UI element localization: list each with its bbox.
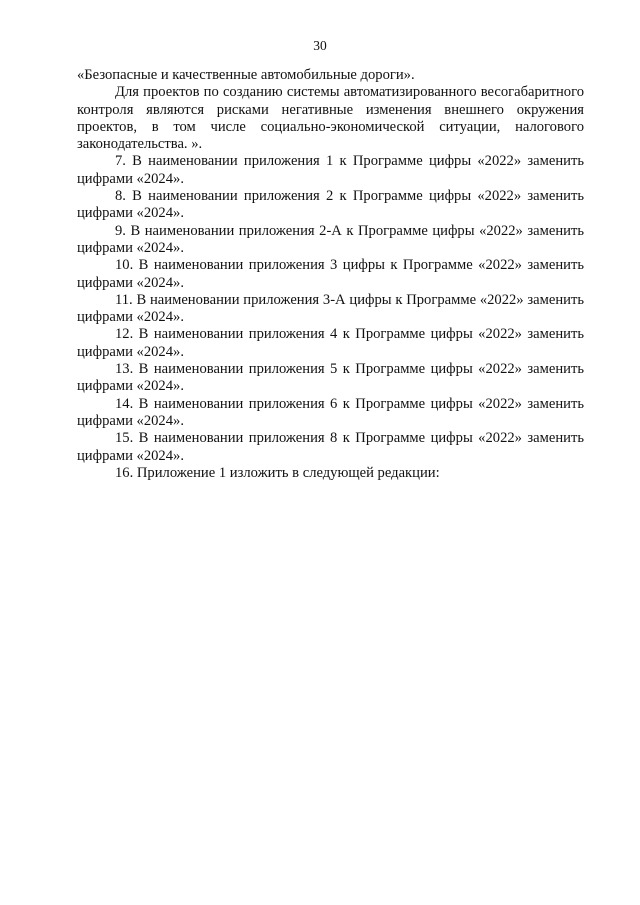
page-number: 30 <box>313 38 327 53</box>
paragraph-4: 9. В наименовании приложения 2-А к Программе цифры «2022» заменить цифрами «2024». <box>77 222 584 256</box>
paragraph-9: 14. В наименовании приложения 6 к Программе цифры «2022» заменить цифрами «2024». <box>77 395 584 429</box>
paragraph-0: «Безопасные и качественные автомобильные дороги». <box>77 67 415 83</box>
paragraph-11: 16. Приложение 1 изложить в следующей редакции: <box>115 464 440 481</box>
paragraph-3: 8. В наименовании приложения 2 к Программе цифры «2022» заменить цифрами «2024». <box>77 188 584 222</box>
paragraph-1: Для проектов по созданию системы автоматизированного весогабаритного контроля являются рисками негативные изменения внешнего окружения проектов, в том числе социально-экономической ситуации, налогового законодательства. ». <box>77 84 584 153</box>
paragraph-5: 10. В наименовании приложения 3 цифры к Программе «2022» заменить цифрами «2024». <box>77 257 584 291</box>
paragraph-2: 7. В наименовании приложения 1 к Программе цифры «2022» заменить цифрами «2024». <box>77 153 584 187</box>
paragraph-7: 12. В наименовании приложения 4 к Программе цифры «2022» заменить цифрами «2024». <box>77 326 584 360</box>
document-body <box>77 67 584 482</box>
paragraph-6: 11. В наименовании приложения 3-А цифры к Программе «2022» заменить цифрами «2024». <box>77 291 584 326</box>
paragraph-10: 15. В наименовании приложения 8 к Программе цифры «2022» заменить цифрами «2024». <box>77 430 584 464</box>
paragraph-8: 13. В наименовании приложения 5 к Программе цифры «2022» заменить цифрами «2024». <box>77 361 584 395</box>
